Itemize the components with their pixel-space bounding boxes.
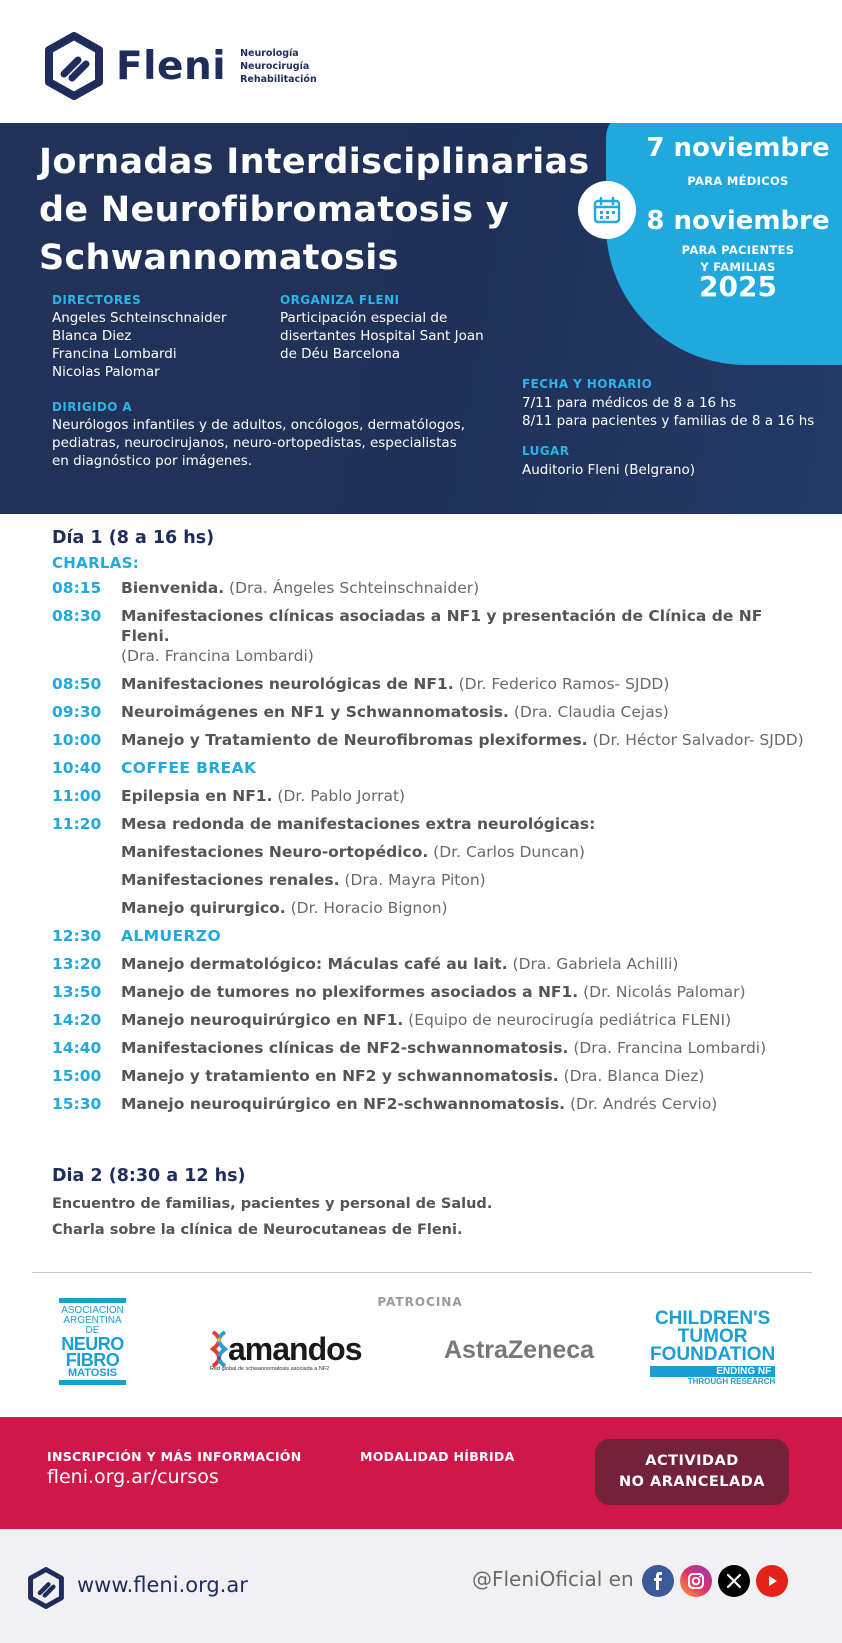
agenda-content — [121, 870, 486, 890]
agenda-row — [52, 814, 812, 834]
date-1: 7 noviembre — [646, 133, 830, 163]
section-divider — [32, 1272, 812, 1273]
agenda-talk-title: Mesa redonda de manifestaciones extra neurológicas: — [121, 815, 596, 833]
agenda-row — [52, 898, 812, 918]
agenda-talk-title: Manejo quirurgico. — [121, 899, 286, 917]
agenda-talk-title: Manifestaciones renales. — [121, 871, 340, 889]
sponsor-aanf-logo: ASOCIACION ARGENTINA DE NEURO FIBRO MATOSIS — [59, 1298, 126, 1385]
agenda-speaker: (Dr. Héctor Salvador- SJDD) — [587, 731, 804, 749]
date-2: 8 noviembre — [646, 206, 830, 236]
agenda-row — [52, 1010, 812, 1030]
info-band — [0, 1417, 842, 1529]
agenda-content — [121, 926, 221, 946]
agenda-speaker: (Equipo de neurocirugía pediátrica FLENI) — [403, 1011, 732, 1029]
dirigido-text: Neurólogos infantiles y de adultos, oncólogos, dermatólogos, pediatras, neurocirujanos, neuro-ortopedistas, especialistas en diagnóstico por imágenes. — [52, 417, 465, 469]
agenda-row — [52, 758, 812, 778]
agenda-row — [52, 926, 812, 946]
agenda-time: 08:15 — [52, 579, 102, 597]
free-activity-badge: ACTIVIDAD NO ARANCELADA — [595, 1439, 789, 1505]
agenda-content — [121, 1094, 717, 1114]
footer — [0, 1529, 842, 1643]
agenda-day-2 — [52, 1166, 812, 1238]
agenda-row — [52, 674, 812, 694]
agenda-content — [121, 702, 669, 722]
day-1-title: Día 1 (8 a 16 hs) — [52, 528, 215, 548]
agenda-row — [52, 730, 812, 750]
agenda-content — [121, 786, 405, 806]
agenda-content — [121, 730, 804, 750]
agenda-talk-title: Manifestaciones neurológicas de NF1. — [121, 675, 454, 693]
event-year: 2025 — [699, 270, 777, 303]
calendar-icon — [592, 195, 622, 225]
agenda-time: 11:20 — [52, 815, 102, 833]
charlas-label: CHARLAS: — [52, 554, 140, 572]
agenda-row — [52, 1094, 812, 1114]
agenda-content — [121, 1066, 704, 1086]
agenda-speaker: (Dr. Pablo Jorrat) — [272, 787, 406, 805]
agenda-row — [52, 606, 812, 666]
agenda-talk-title: Manejo neuroquirúrgico en NF1. — [121, 1011, 404, 1029]
agenda-talk-title: Manejo y tratamiento en NF2 y schwannomatosis. — [121, 1067, 559, 1085]
day-2-title: Dia 2 (8:30 a 12 hs) — [52, 1166, 246, 1186]
agenda-time — [52, 870, 121, 890]
agenda-talk-title: Manejo de tumores no plexiformes asociados a NF1. — [121, 983, 579, 1001]
agenda-talk-title: Manejo neuroquirúrgico en NF2-schwannomatosis. — [121, 1095, 566, 1113]
agenda-talk-title: Manejo dermatológico: Máculas café au lait. — [121, 955, 508, 973]
agenda-content — [121, 758, 256, 778]
agenda-time: 08:30 — [52, 607, 102, 625]
agenda-time: 09:30 — [52, 703, 102, 721]
agenda-content — [121, 578, 479, 598]
website-link[interactable]: www.fleni.org.ar — [77, 1573, 248, 1597]
agenda-row — [52, 870, 812, 890]
sponsor-ctf-logo: CHILDREN'S TUMOR FOUNDATION ENDING NF THROUGH RESEARCH — [650, 1308, 776, 1386]
inscripcion-label: INSCRIPCIÓN Y MÁS INFORMACIÓN — [47, 1449, 302, 1464]
agenda-speaker: (Dra. Ángeles Schteinschnaider) — [224, 579, 480, 597]
agenda-speaker: (Dr. Horacio Bignon) — [285, 899, 448, 917]
agenda-speaker: (Dra. Blanca Diez) — [558, 1067, 705, 1085]
agenda-speaker: (Dra. Gabriela Achilli) — [507, 955, 679, 973]
agenda-speaker: (Dr. Federico Ramos- SJDD) — [453, 675, 670, 693]
agenda-talk-title: Bienvenida. — [121, 579, 225, 597]
agenda-day-1 — [52, 528, 812, 1114]
fecha-text: 7/11 para médicos de 8 a 16 hs 8/11 para pacientes y familias de 8 a 16 hs — [522, 395, 815, 429]
agenda-time: 10:00 — [52, 731, 102, 749]
agenda-row — [52, 1066, 812, 1086]
agenda-speaker: (Dr. Carlos Duncan) — [428, 843, 585, 861]
agenda-time: 08:50 — [52, 675, 102, 693]
modalidad-label: MODALIDAD HÍBRIDA — [360, 1449, 515, 1464]
x-twitter-icon[interactable] — [718, 1565, 750, 1597]
date-2-audience: PARA PACIENTES Y FAMILIAS — [681, 243, 795, 274]
agenda-row — [52, 954, 812, 974]
agenda-content — [121, 1038, 766, 1058]
agenda-list — [52, 578, 812, 1114]
agenda-time — [52, 898, 121, 918]
agenda-row — [52, 842, 812, 862]
dirigido-label: DIRIGIDO A — [52, 400, 133, 414]
lugar-label: LUGAR — [522, 444, 570, 458]
agenda-speaker: (Dra. Mayra Piton) — [339, 871, 486, 889]
dna-icon — [210, 1330, 228, 1368]
agenda-speaker: (Dr. Andrés Cervio) — [565, 1095, 718, 1113]
directors-list: Angeles Schteinschnaider Blanca Diez Francina Lombardi Nicolas Palomar — [52, 310, 227, 380]
agenda-time: 10:40 — [52, 759, 102, 777]
directors-label: DIRECTORES — [52, 293, 142, 307]
agenda-talk-title: Manifestaciones clínicas asociadas a NF1 y presentación de Clínica de NF Fleni. — [121, 607, 763, 645]
agenda-talk-title: Manifestaciones Neuro-ortopédico. — [121, 843, 429, 861]
agenda-content — [121, 954, 678, 974]
organiza-label: ORGANIZA FLENI — [280, 293, 400, 307]
agenda-speaker: (Dr. Nicolás Palomar) — [578, 983, 746, 1001]
lugar-text: Auditorio Fleni (Belgrano) — [522, 462, 695, 478]
agenda-content — [121, 842, 585, 862]
agenda-content — [121, 814, 595, 834]
fleni-logo — [44, 32, 317, 100]
agenda-break: ALMUERZO — [121, 927, 222, 945]
agenda-speaker: (Dra. Francina Lombardi) — [568, 1039, 767, 1057]
agenda-break: COFFEE BREAK — [121, 759, 257, 777]
social-handle: @FleniOficial en — [472, 1567, 634, 1591]
youtube-icon[interactable] — [756, 1565, 788, 1597]
hero-banner — [0, 123, 842, 514]
day-2-line-1: Encuentro de familias, pacientes y personal de Salud. — [52, 1196, 493, 1212]
agenda-row — [52, 982, 812, 1002]
agenda-speaker: (Dra. Claudia Cejas) — [508, 703, 669, 721]
agenda-talk-title: Epilepsia en NF1. — [121, 787, 273, 805]
agenda-content — [121, 898, 448, 918]
fleni-logo-icon — [44, 32, 104, 100]
agenda-content — [121, 606, 812, 666]
date-1-audience: PARA MÉDICOS — [687, 174, 789, 188]
agenda-time: 12:30 — [52, 927, 102, 945]
sponsor-astrazeneca-logo: AstraZeneca — [444, 1336, 595, 1364]
event-title: Jornadas Interdisciplinarias de Neurofibromatosis y Schwannomatosis — [39, 142, 590, 278]
agenda-row — [52, 578, 812, 598]
agenda-time: 11:00 — [52, 787, 102, 805]
agenda-time: 15:00 — [52, 1067, 102, 1085]
agenda-time: 13:20 — [52, 955, 102, 973]
agenda-row — [52, 1038, 812, 1058]
agenda-time — [52, 842, 121, 862]
sponsor-abrazos-logo: amandos Red global de schwannomatosis asociada a NF2 — [210, 1330, 362, 1372]
agenda-talk-title: Neuroimágenes en NF1 y Schwannomatosis. — [121, 703, 509, 721]
sponsors-label: PATROCINA — [377, 1295, 463, 1309]
agenda-content — [121, 1010, 731, 1030]
agenda-talk-title: Manejo y Tratamiento de Neurofibromas plexiformes. — [121, 731, 588, 749]
fleni-wordmark: Fleni — [116, 43, 227, 89]
fecha-label: FECHA Y HORARIO — [522, 377, 653, 391]
agenda-talk-title: Manifestaciones clínicas de NF2-schwannomatosis. — [121, 1039, 569, 1057]
agenda-row — [52, 702, 812, 722]
day-2-line-2: Charla sobre la clínica de Neurocutaneas de Fleni. — [52, 1222, 463, 1238]
agenda-time: 14:20 — [52, 1011, 102, 1029]
fleni-tagline: Neurología Neurocirugía Rehabilitación — [240, 47, 317, 85]
agenda-content — [121, 982, 746, 1002]
agenda-content — [121, 674, 669, 694]
fleni-footer-logo-icon — [27, 1567, 65, 1609]
agenda-row — [52, 786, 812, 806]
agenda-time: 13:50 — [52, 983, 102, 1001]
organiza-text: Participación especial de disertantes Hospital Sant Joan de Déu Barcelona — [280, 310, 484, 362]
agenda-speaker: (Dra. Francina Lombardi) — [121, 647, 314, 665]
agenda-time: 14:40 — [52, 1039, 102, 1057]
facebook-icon[interactable] — [642, 1565, 674, 1597]
inscripcion-link[interactable]: fleni.org.ar/cursos — [47, 1466, 219, 1488]
instagram-icon[interactable] — [680, 1565, 712, 1597]
agenda-time: 15:30 — [52, 1095, 102, 1113]
